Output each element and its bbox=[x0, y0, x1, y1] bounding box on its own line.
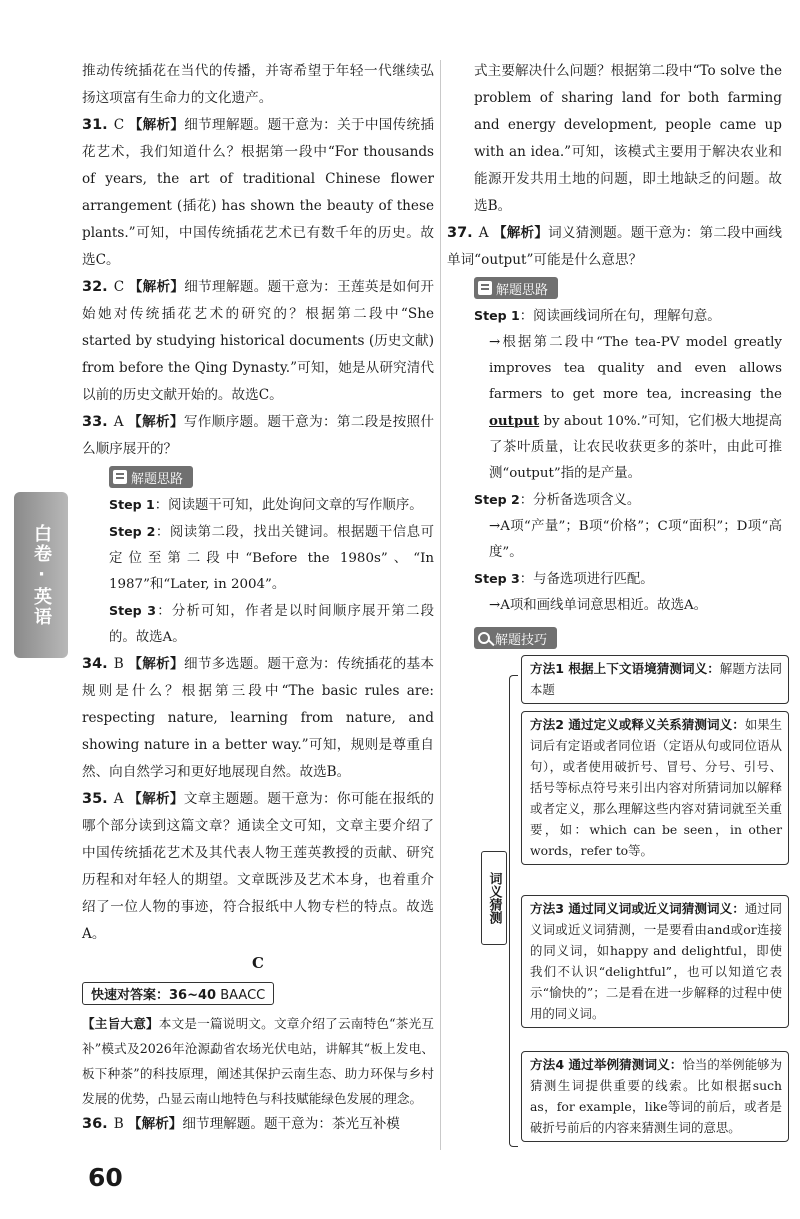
q37-step bbox=[447, 487, 782, 514]
tips-category-label: 词义猜测 bbox=[481, 851, 507, 945]
q37-step2-detail: →A项“产量”；B项“价格”；C项“面积”；D项“高度”。 bbox=[489, 519, 782, 560]
q37-number: 37. bbox=[447, 225, 473, 241]
step-text: ：阅读题干可知，此处询问文章的写作顺序。 bbox=[154, 498, 423, 513]
question-33 bbox=[82, 409, 434, 463]
step-label: Step 1 bbox=[109, 497, 155, 512]
step-label: Step 1 bbox=[474, 308, 520, 323]
method-title: 方法1 根据上下文语境猜测词义： bbox=[530, 661, 720, 676]
solution-approach-badge bbox=[474, 277, 558, 299]
q32-number: 32. bbox=[82, 279, 108, 295]
q37-step bbox=[447, 566, 782, 593]
q37-tag: 【解析】 bbox=[493, 225, 549, 241]
q31-text: 细节理解题。题干意为：关于中国传统插花艺术，我们知道什么？根据第一段中“For thousands of years, the art of traditional Chinese flower arrangement (插花) has shown the beauty of these plants.”可知，中国传统插花艺术已有数千年的历史。故选C。 bbox=[82, 117, 435, 268]
section-c-heading: C bbox=[252, 954, 264, 972]
q35-tag: 【解析】 bbox=[128, 791, 184, 807]
q37-step bbox=[447, 303, 782, 330]
step-text: ：阅读第二段，找出关键词。根据题干信息可定位至第二段中“Before the 1980s”、“In 1987”和“Later, in 2004”。 bbox=[109, 525, 435, 592]
method-text: 如果生词后有定语或者同位语（定语从句或同位语从句），或者使用破折号、冒号、分号、引号、括号等标点符号来引出内容对所猜词加以解释或者定义，那么理解这些内容对猜词就至关重要，如：which can be seen，in other words，refer to等。 bbox=[530, 717, 783, 858]
detail-text-a: →根据第二段中“The tea-PV model greatly improves tea quality and even allows farmers to get more tea, increasing the bbox=[489, 335, 782, 402]
key-icon bbox=[478, 632, 490, 644]
q35-number: 35. bbox=[82, 791, 108, 807]
q33-step bbox=[82, 598, 434, 651]
q34-number: 34. bbox=[82, 656, 108, 672]
page-number: 60 bbox=[88, 1163, 123, 1192]
q36-tag: 【解析】 bbox=[128, 1116, 183, 1132]
method-title: 方法3 通过同义词或近义词猜测词义： bbox=[530, 901, 745, 916]
q37-step3-detail: →A项和画线单词意思相近。故选A。 bbox=[489, 598, 708, 613]
method-box bbox=[521, 655, 789, 704]
tips-bracket bbox=[509, 675, 518, 1147]
quick-answer-label: 快速对答案： bbox=[91, 988, 170, 1003]
question-31 bbox=[82, 112, 434, 274]
right-column bbox=[447, 58, 783, 1135]
question-36 bbox=[82, 1111, 434, 1138]
q36-number: 36. bbox=[82, 1116, 108, 1132]
q33-number: 33. bbox=[82, 414, 108, 430]
quick-answer-range: 36~40 bbox=[169, 988, 217, 1003]
q31-tag: 【解析】 bbox=[128, 117, 185, 133]
notes-icon bbox=[113, 470, 127, 484]
q32-text: 细节理解题。题干意为：王莲英是如何开始她对传统插花艺术的研究的？根据第二段中“She started by studying historical documents (历史文献) from before the Qing Dynasty.”可知，她是从研究清代以前的历史文献开始的。故选C。 bbox=[82, 279, 435, 403]
q37-answer: A bbox=[478, 225, 489, 241]
q32-answer: C bbox=[113, 279, 125, 295]
q36-text: 细节理解题。题干意为：茶光互补模 bbox=[182, 1116, 400, 1132]
underlined-keyword: output bbox=[489, 413, 540, 429]
q35-answer: A bbox=[113, 791, 124, 807]
q34-tag: 【解析】 bbox=[128, 656, 184, 672]
q33-step bbox=[82, 519, 434, 598]
step-text: ：分析可知，作者是以时间顺序展开第二段的。故选A。 bbox=[109, 604, 435, 645]
method-box bbox=[521, 895, 789, 1028]
main-idea-text: 本文是一篇说明文。文章介绍了云南特色“茶光互补”模式及2026年沧源勐省农场光伏电站，讲解其“板上发电、板下种茶”的科技原理，阐述其保护云南生态、助力环保与乡村发展的优势，凸显云南山地特色与科技赋能绿色发展的理念。 bbox=[82, 1016, 434, 1106]
method-title: 方法4 通过举例猜测词义： bbox=[530, 1057, 683, 1072]
solution-approach-label: 解题思路 bbox=[131, 471, 184, 487]
method-box bbox=[521, 1051, 789, 1142]
detail-text-b: by about 10%.”可知，它们极大地提高了茶叶质量，让农民收获更多的茶叶，由此可推测“output”指的是产量。 bbox=[489, 414, 782, 481]
q36-continued: 式主要解决什么问题？根据第二段中“To solve the problem of sharing land for both farming and energy development, people came up with an idea.”可知，该模式主要用于解决农业和能源开发共用土地的问题，即土地缺乏的问题。故选B。 bbox=[474, 63, 782, 214]
method-text: 解题方法同本题 bbox=[530, 661, 782, 697]
step-text: ：阅读画线词所在句，理解句意。 bbox=[519, 309, 721, 324]
solution-approach-label: 解题思路 bbox=[496, 282, 549, 298]
main-idea-tag: 【主旨大意】 bbox=[82, 1016, 159, 1031]
method-title: 方法2 通过定义或释义关系猜测词义： bbox=[530, 717, 745, 732]
q34-answer: B bbox=[113, 656, 124, 672]
q36-answer: B bbox=[113, 1116, 124, 1132]
q34-text: 细节多选题。题干意为：传统插花的基本规则是什么？根据第三段中“The basic rules are: respecting nature, learning from nature, and showing nature in a better way.”可知，规则是尊重自然、向自然学习和更好地展现自然。故选B。 bbox=[82, 656, 435, 780]
step-label: Step 2 bbox=[474, 492, 520, 507]
q33-text: 写作顺序题。题干意为：第二段是按照什么顺序展开的？ bbox=[82, 414, 435, 457]
method-text: 通过同义词或近义词猜测，一是要看由and或or连接的同义词，如happy and delightful，即使我们不认识“delightful”，也可以知道它表示“愉快的”；二是看在进一步解释的过程中使用的同义词。 bbox=[530, 901, 783, 1021]
solution-tips-badge bbox=[474, 627, 557, 649]
q32-tag: 【解析】 bbox=[128, 279, 185, 295]
q31-number: 31. bbox=[82, 117, 108, 133]
q37-step1-detail bbox=[447, 330, 782, 487]
step-label: Step 3 bbox=[109, 603, 157, 618]
main-idea-paragraph bbox=[82, 1011, 434, 1111]
q33-answer: A bbox=[113, 414, 124, 430]
question-34 bbox=[82, 651, 434, 786]
q33-tag: 【解析】 bbox=[128, 414, 184, 430]
step-label: Step 2 bbox=[109, 524, 156, 539]
step-text: ：分析备选项含义。 bbox=[519, 493, 641, 508]
q31-answer: C bbox=[113, 117, 125, 133]
intro-paragraph: 推动传统插花在当代的传播，并寄希望于年轻一代继续弘扬这项富有生命力的文化遗产。 bbox=[82, 63, 434, 106]
question-35 bbox=[82, 786, 434, 948]
column-divider bbox=[440, 60, 441, 1150]
side-tab: 白卷·英语 bbox=[14, 492, 68, 658]
solution-approach-badge bbox=[109, 466, 193, 488]
q35-text: 文章主题题。题干意为：你可能在报纸的哪个部分读到这篇文章？通读全文可知，文章主要介绍了中国传统插花艺术及其代表人物王莲英教授的贡献、研究历程和对年轻人的期望。文章既涉及艺术本身，也着重介绍了一位人物的事迹，符合报纸中人物专栏的特点。故选A。 bbox=[82, 791, 435, 942]
q37-text: 词义猜测题。题干意为：第二段中画线单词“output”可能是什么意思？ bbox=[447, 225, 782, 268]
left-column bbox=[82, 58, 434, 1138]
question-32 bbox=[82, 274, 434, 409]
solution-tips-label: 解题技巧 bbox=[495, 632, 548, 648]
notes-icon bbox=[478, 281, 492, 295]
quick-answer-values: BAACC bbox=[220, 988, 266, 1003]
quick-answer-box bbox=[82, 982, 274, 1005]
step-label: Step 3 bbox=[474, 571, 520, 586]
method-box bbox=[521, 711, 789, 865]
method-text: 恰当的举例能够为猜测生词提供重要的线索。比如根据such as，for example，like等词的前后，或者是破折号前后的内容来猜测生词的意思。 bbox=[530, 1057, 782, 1135]
question-37 bbox=[447, 220, 782, 274]
step-text: ：与备选项进行匹配。 bbox=[519, 572, 654, 587]
q33-step bbox=[82, 492, 434, 519]
